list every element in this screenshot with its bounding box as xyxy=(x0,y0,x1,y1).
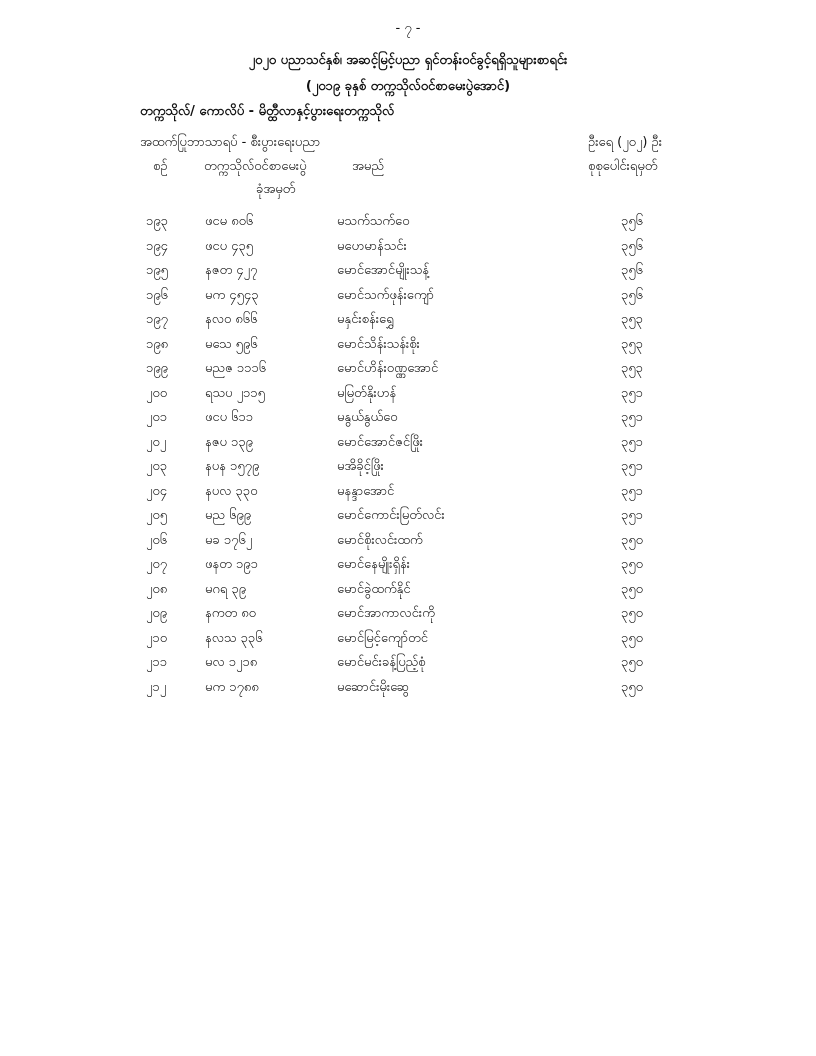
student-name-cell: မအိခိုင့်ဖြိုး xyxy=(337,459,384,474)
serial-cell: ၁၉၇ xyxy=(146,312,168,327)
roll-number-cell: ရသပ ၂၁၁၅ xyxy=(205,385,265,401)
roll-number-cell: နပလ ၃၃၀ xyxy=(205,483,258,499)
column-header-roll-number: တက္ကသိုလ်ဝင်စာမေးပွဲ xyxy=(204,159,307,174)
serial-cell: ၂၀၀ xyxy=(146,385,168,401)
roll-number-cell: နလသ ၃၃၆ xyxy=(205,630,263,646)
student-name-cell: မနှင်းစန်းရွှေ xyxy=(337,312,394,327)
total-marks-cell: ၃၅၁ xyxy=(621,385,643,401)
roll-number-cell: မညဇ ၁၁၁၆ xyxy=(205,361,267,376)
document-subtitle: (၂၀၁၉ ခုနှစ် တက္ကသိုလ်ဝင်စာမေးပွဲအောင်) xyxy=(305,79,511,94)
table-row xyxy=(0,458,816,483)
serial-cell: ၂၀၇ xyxy=(146,557,168,572)
table-row xyxy=(0,311,816,336)
table-row xyxy=(0,556,816,581)
serial-cell: ၂၁၂ xyxy=(146,679,167,695)
total-marks-cell: ၃၅၃ xyxy=(621,312,643,327)
serial-cell: ၂၁၀ xyxy=(146,630,168,646)
total-marks-cell: ၃၅၁ xyxy=(621,459,643,474)
student-name-cell: မောင်သိန်းသန်းစိုး xyxy=(337,336,420,352)
total-marks-cell: ၃၅၀ xyxy=(621,679,643,695)
table-row xyxy=(0,630,816,655)
student-name-cell: မဆောင်းမိုးဆွေ xyxy=(337,679,410,695)
roll-number-cell: မက ၄၅၄၃ xyxy=(205,287,259,303)
total-marks-cell: ၃၅၆ xyxy=(621,238,643,254)
serial-cell: ၂၀၂ xyxy=(146,434,167,450)
table-row xyxy=(0,336,816,361)
total-marks-cell: ၃၅၁ xyxy=(621,508,643,523)
table-row xyxy=(0,483,816,508)
serial-cell: ၂၁၁ xyxy=(146,655,168,670)
total-marks-cell: ၃၅၃ xyxy=(621,361,643,376)
total-marks-cell: ၃၅၁ xyxy=(621,410,643,425)
roll-number-cell: မဂရ ၃၉ xyxy=(205,581,247,597)
total-marks-cell: ၃၅၀ xyxy=(621,630,643,646)
table-row xyxy=(0,654,816,679)
student-name-cell: မောင်မင်းခန့်ပြည့်စုံ xyxy=(337,655,426,670)
roll-number-cell: ဖငမ ၈၀၆ xyxy=(205,214,254,229)
column-header-total-marks: စုစုပေါင်းရမှတ် xyxy=(588,159,658,174)
serial-cell: ၁၉၃ xyxy=(146,214,168,229)
total-marks-cell: ၃၅၀ xyxy=(621,532,643,548)
student-name-cell: မောင်မြင့်ကျော်တင် xyxy=(337,630,428,646)
table-row xyxy=(0,287,816,312)
student-name-cell: မောင်စိုးလင်းထက် xyxy=(337,532,423,548)
student-name-cell: မောင်ခွဲထက်နိုင် xyxy=(337,581,411,597)
total-marks-cell: ၃၅၁ xyxy=(621,434,643,450)
table-row xyxy=(0,605,816,630)
roll-number-cell: ဖငပ ၆၁၁ xyxy=(205,410,254,425)
total-marks-cell: ၃၅၀ xyxy=(621,655,643,670)
roll-number-cell: မလ ၁၂၁၈ xyxy=(205,655,258,670)
serial-cell: ၂၀၉ xyxy=(146,606,168,621)
student-name-cell: မနန္ဒာအောင် xyxy=(337,483,395,499)
roll-number-cell: ဖနတ ၁၉၁ xyxy=(205,557,258,572)
major-subject-line: အထက်ပြုဘာသာရပ် - စီးပွားရေးပညာ xyxy=(140,135,321,150)
table-row xyxy=(0,679,816,704)
column-header-name: အမည် xyxy=(352,159,384,174)
table-row xyxy=(0,262,816,287)
serial-cell: ၂၀၃ xyxy=(146,459,168,474)
roll-number-cell: နလဝ ၈၆၆ xyxy=(205,312,258,327)
roll-number-cell: မက ၁၇၈၈ xyxy=(205,679,259,695)
document-title: ၂၀၂၀ ပညာသင်နှစ်၊ အဆင့်မြင့်ပညာ ရှင်တန်းဝင်ခွင့်ရရှိသူများစာရင်း xyxy=(248,53,568,68)
table-row xyxy=(0,238,816,263)
page-number: - ၇ - xyxy=(395,21,421,36)
column-header-serial: စဉ် xyxy=(153,159,168,174)
total-marks-cell: ၃၅၆ xyxy=(621,263,643,278)
total-marks-cell: ၃၅၁ xyxy=(621,483,643,499)
student-name-cell: မဟေမာန်သင်း xyxy=(337,238,407,254)
serial-cell: ၁၉၆ xyxy=(146,287,168,303)
student-name-cell: မောင်အာကာလင်းကို xyxy=(337,606,435,621)
serial-cell: ၂၀၅ xyxy=(146,508,168,523)
total-marks-cell: ၃၅၀ xyxy=(621,581,643,597)
roll-number-cell: နကတ ၈၀ xyxy=(205,606,256,621)
student-name-cell: မသက်သက်ဝေ xyxy=(337,214,410,229)
table-row xyxy=(0,409,816,434)
roll-number-cell: မခ ၁၇၆၂ xyxy=(205,532,253,548)
total-marks-cell: ၃၅၀ xyxy=(621,606,643,621)
table-row xyxy=(0,532,816,557)
roll-number-cell: နဇတ ၄၂၇ xyxy=(205,263,258,278)
student-name-cell: မောင်ကောင်းမြတ်လင်း xyxy=(337,508,445,523)
total-marks-cell: ၃၅၃ xyxy=(621,336,643,352)
student-name-cell: မောင်အောင်မျိုးသန့် xyxy=(337,263,430,278)
column-header-roll-number-line2: ခုံအမှတ် xyxy=(256,182,296,197)
table-row xyxy=(0,434,816,459)
serial-cell: ၂၀၄ xyxy=(146,483,168,499)
roll-number-cell: မသေ ၅၉၆ xyxy=(205,336,258,352)
student-name-cell: မမြတ်နိုးဟန် xyxy=(337,385,397,401)
roll-number-cell: နဇပ ၁၃၉ xyxy=(205,434,253,450)
results-table xyxy=(0,213,816,703)
total-marks-cell: ၃၅၆ xyxy=(621,287,643,303)
university-line: တက္ကသိုလ်/ ကောလိပ် - မိတ္ထီလာနှင့်ပွားရေးတက္ကသိုလ် xyxy=(140,104,395,119)
table-row xyxy=(0,360,816,385)
table-row xyxy=(0,385,816,410)
serial-cell: ၂၀၆ xyxy=(146,532,168,548)
student-name-cell: မနွယ်နွယ်ဝေ xyxy=(337,410,398,425)
student-name-cell: မောင်သက်ဖုန်းကျော် xyxy=(337,287,434,303)
student-count: ဦးရေ (၂၀၂) ဦး xyxy=(588,135,663,150)
serial-cell: ၁၉၈ xyxy=(146,336,169,352)
serial-cell: ၁၉၅ xyxy=(146,263,168,278)
table-row xyxy=(0,213,816,238)
student-name-cell: မောင်နေမျိုးရှိန်း xyxy=(337,557,410,572)
serial-cell: ၁၉၉ xyxy=(146,361,168,376)
serial-cell: ၂၀၁ xyxy=(146,410,168,425)
total-marks-cell: ၃၅၀ xyxy=(621,557,643,572)
roll-number-cell: မည ၆၉၉ xyxy=(205,508,252,523)
student-name-cell: မောင်အောင်ဇင်ဖြိုး xyxy=(337,434,423,450)
total-marks-cell: ၃၅၆ xyxy=(621,214,643,229)
student-name-cell: မောင်ဟိန်းဝဏ္ဏအောင် xyxy=(337,361,439,376)
table-row xyxy=(0,581,816,606)
roll-number-cell: နပန ၁၅၇၉ xyxy=(205,459,260,474)
serial-cell: ၁၉၄ xyxy=(146,238,168,254)
roll-number-cell: ဖငပ ၄၃၅ xyxy=(205,238,254,254)
serial-cell: ၂၀၈ xyxy=(146,581,168,597)
table-row xyxy=(0,507,816,532)
